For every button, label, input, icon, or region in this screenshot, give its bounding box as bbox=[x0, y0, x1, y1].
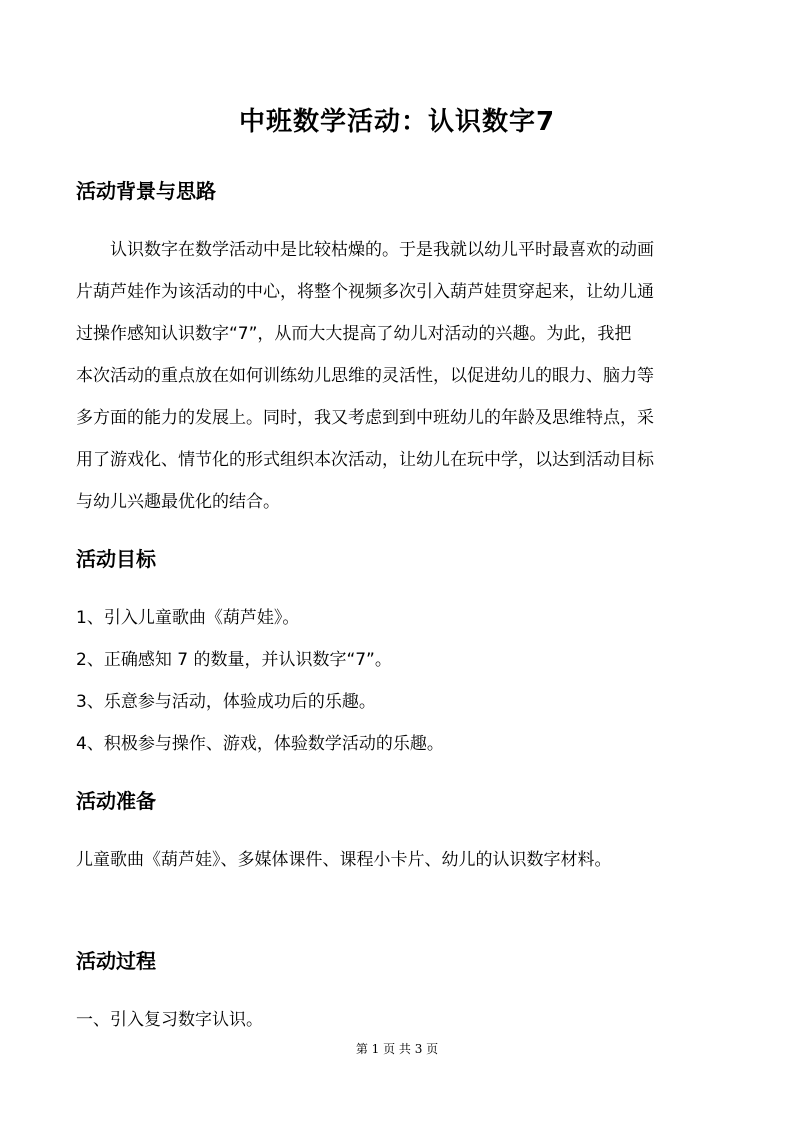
paragraph-line: 过操作感知认识数字“7”，从而大大提高了幼儿对活动的兴趣。为此，我把 bbox=[76, 324, 632, 344]
section-heading-background: 活动背景与思路 bbox=[76, 179, 216, 203]
section-heading-process: 活动过程 bbox=[76, 949, 156, 973]
paragraph-line: 认识数字在数学活动中是比较枯燥的。于是我就以幼儿平时最喜欢的动画 bbox=[110, 240, 654, 260]
paragraph-line: 片葫芦娃作为该活动的中心，将整个视频多次引入葫芦娃贯穿起来，让幼儿通 bbox=[76, 282, 654, 302]
preparation-text: 儿童歌曲《葫芦娃》、多媒体课件、课程小卡片、幼儿的认识数字材料。 bbox=[76, 850, 612, 870]
paragraph-line: 多方面的能力的发展上。同时，我又考虑到到中班幼儿的年龄及思维特点，采 bbox=[76, 408, 654, 428]
document-title: 中班数学活动：认识数字7 bbox=[238, 107, 556, 137]
paragraph-line: 本次活动的重点放在如何训练幼儿思维的灵活性，以促进幼儿的眼力、脑力等 bbox=[76, 366, 654, 386]
section-heading-preparation: 活动准备 bbox=[76, 789, 156, 813]
paragraph-line: 用了游戏化、情节化的形式组织本次活动，让幼儿在玩中学，以达到活动目标 bbox=[76, 450, 654, 470]
goal-item: 2、正确感知 7 的数量，并认识数字“7”。 bbox=[76, 650, 392, 670]
paragraph-line: 与幼儿兴趣最优化的结合。 bbox=[76, 492, 280, 512]
section-heading-goals: 活动目标 bbox=[76, 547, 156, 571]
goal-item: 4、积极参与操作、游戏，体验数学活动的乐趣。 bbox=[76, 734, 444, 754]
goal-item: 1、引入儿童歌曲《葫芦娃》。 bbox=[76, 608, 300, 628]
process-step: 一、引入复习数字认识。 bbox=[76, 1010, 263, 1030]
page-footer: 第 1 页 共 3 页 bbox=[355, 1042, 439, 1056]
goal-item: 3、乐意参与活动，体验成功后的乐趣。 bbox=[76, 692, 376, 712]
